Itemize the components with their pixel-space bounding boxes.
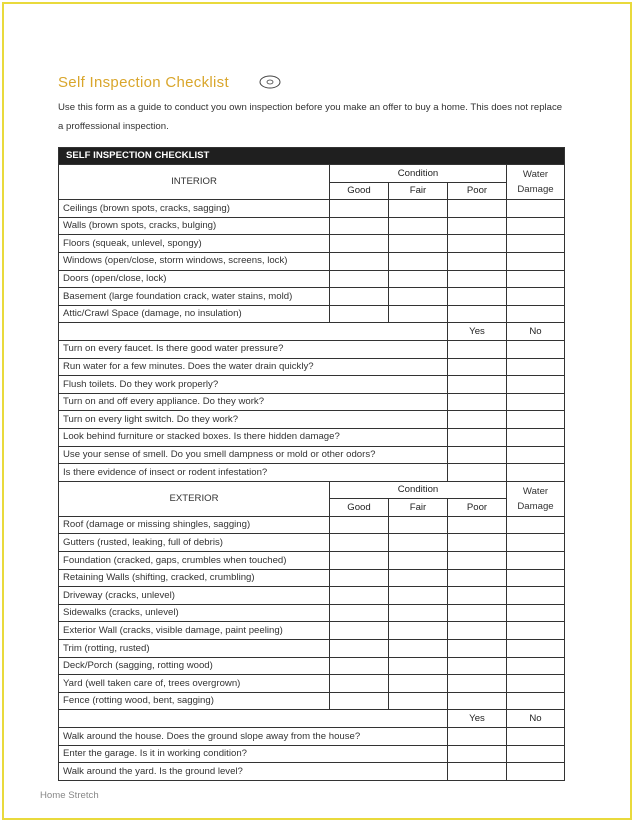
interior-question-label: Look behind furniture or stacked boxes. Is there hidden damage? bbox=[59, 428, 448, 446]
exterior-item-label: Fence (rotting wood, bent, sagging) bbox=[59, 692, 330, 710]
good-header: Good bbox=[330, 182, 389, 200]
fair-checkbox-cell[interactable] bbox=[389, 235, 448, 253]
good-checkbox-cell[interactable] bbox=[330, 587, 389, 605]
yes-checkbox-cell[interactable] bbox=[448, 376, 507, 394]
intro-text: Use this form as a guide to conduct you own inspection before you make an offer to buy a home. This does not replace a proffessional inspection. bbox=[58, 102, 563, 132]
exterior-item-label: Driveway (cracks, unlevel) bbox=[59, 587, 330, 605]
exterior-item-label: Trim (rotting, rusted) bbox=[59, 640, 330, 658]
condition-header: Condition bbox=[330, 481, 507, 499]
exterior-item-label: Foundation (cracked, gaps, crumbles when touched) bbox=[59, 552, 330, 570]
yes-checkbox-cell[interactable] bbox=[448, 340, 507, 358]
good-checkbox-cell[interactable] bbox=[330, 200, 389, 218]
table-row bbox=[59, 446, 565, 464]
table-row bbox=[59, 235, 565, 253]
water-damage-checkbox-cell[interactable] bbox=[507, 252, 565, 270]
fair-checkbox-cell[interactable] bbox=[389, 692, 448, 710]
yes-checkbox-cell[interactable] bbox=[448, 428, 507, 446]
good-checkbox-cell[interactable] bbox=[330, 217, 389, 235]
no-checkbox-cell[interactable] bbox=[507, 393, 565, 411]
poor-checkbox-cell[interactable] bbox=[448, 692, 507, 710]
water-label: Water bbox=[522, 485, 549, 497]
water-damage-checkbox-cell[interactable] bbox=[507, 587, 565, 605]
interior-question-label: Flush toilets. Do they work properly? bbox=[59, 376, 448, 394]
fair-checkbox-cell[interactable] bbox=[389, 252, 448, 270]
water-damage-checkbox-cell[interactable] bbox=[507, 569, 565, 587]
water-damage-checkbox-cell[interactable] bbox=[507, 235, 565, 253]
fair-checkbox-cell[interactable] bbox=[389, 288, 448, 306]
fair-checkbox-cell[interactable] bbox=[389, 552, 448, 570]
fair-checkbox-cell[interactable] bbox=[389, 200, 448, 218]
disc-icon bbox=[259, 75, 281, 89]
yes-checkbox-cell[interactable] bbox=[448, 763, 507, 781]
poor-checkbox-cell[interactable] bbox=[448, 552, 507, 570]
table-row bbox=[59, 464, 565, 482]
page-title: Self Inspection Checklist bbox=[58, 74, 229, 91]
no-checkbox-cell[interactable] bbox=[507, 728, 565, 746]
fair-checkbox-cell[interactable] bbox=[389, 217, 448, 235]
yes-checkbox-cell[interactable] bbox=[448, 446, 507, 464]
table-row bbox=[59, 270, 565, 288]
yes-no-header-row bbox=[59, 323, 565, 341]
table-banner: SELF INSPECTION CHECKLIST bbox=[59, 148, 565, 165]
exterior-question-label: Walk around the yard. Is the ground level? bbox=[59, 763, 448, 781]
table-row bbox=[59, 393, 565, 411]
good-checkbox-cell[interactable] bbox=[330, 552, 389, 570]
table-row bbox=[59, 728, 565, 746]
interior-question-label: Turn on every faucet. Is there good water pressure? bbox=[59, 340, 448, 358]
exterior-item-label: Roof (damage or missing shingles, sagging) bbox=[59, 516, 330, 534]
fair-checkbox-cell[interactable] bbox=[389, 675, 448, 693]
table-row bbox=[59, 252, 565, 270]
water-damage-checkbox-cell[interactable] bbox=[507, 640, 565, 658]
inspection-table bbox=[58, 147, 565, 781]
table-row bbox=[59, 200, 565, 218]
poor-checkbox-cell[interactable] bbox=[448, 534, 507, 552]
table-row bbox=[59, 675, 565, 693]
water-damage-checkbox-cell[interactable] bbox=[507, 217, 565, 235]
interior-header-row bbox=[59, 165, 565, 183]
good-checkbox-cell[interactable] bbox=[330, 692, 389, 710]
fair-checkbox-cell[interactable] bbox=[389, 305, 448, 323]
water-damage-header bbox=[507, 165, 565, 200]
table-row bbox=[59, 534, 565, 552]
no-header: No bbox=[507, 710, 565, 728]
no-checkbox-cell[interactable] bbox=[507, 340, 565, 358]
fair-checkbox-cell[interactable] bbox=[389, 640, 448, 658]
poor-checkbox-cell[interactable] bbox=[448, 675, 507, 693]
fair-checkbox-cell[interactable] bbox=[389, 622, 448, 640]
water-damage-checkbox-cell[interactable] bbox=[507, 534, 565, 552]
interior-question-label: Is there evidence of insect or rodent infestation? bbox=[59, 464, 448, 482]
exterior-question-label: Walk around the house. Does the ground slope away from the house? bbox=[59, 728, 448, 746]
poor-checkbox-cell[interactable] bbox=[448, 604, 507, 622]
poor-checkbox-cell[interactable] bbox=[448, 252, 507, 270]
table-row bbox=[59, 745, 565, 763]
water-damage-checkbox-cell[interactable] bbox=[507, 692, 565, 710]
table-row bbox=[59, 692, 565, 710]
yes-checkbox-cell[interactable] bbox=[448, 393, 507, 411]
exterior-item-label: Deck/Porch (sagging, rotting wood) bbox=[59, 657, 330, 675]
blank-header-cell bbox=[59, 323, 448, 341]
good-checkbox-cell[interactable] bbox=[330, 657, 389, 675]
poor-checkbox-cell[interactable] bbox=[448, 622, 507, 640]
no-checkbox-cell[interactable] bbox=[507, 446, 565, 464]
fair-checkbox-cell[interactable] bbox=[389, 657, 448, 675]
yes-checkbox-cell[interactable] bbox=[448, 728, 507, 746]
water-damage-checkbox-cell[interactable] bbox=[507, 516, 565, 534]
fair-checkbox-cell[interactable] bbox=[389, 587, 448, 605]
water-damage-checkbox-cell[interactable] bbox=[507, 288, 565, 306]
table-row bbox=[59, 217, 565, 235]
damage-label: Damage bbox=[517, 500, 554, 512]
good-checkbox-cell[interactable] bbox=[330, 569, 389, 587]
poor-checkbox-cell[interactable] bbox=[448, 270, 507, 288]
no-checkbox-cell[interactable] bbox=[507, 428, 565, 446]
water-damage-checkbox-cell[interactable] bbox=[507, 552, 565, 570]
fair-checkbox-cell[interactable] bbox=[389, 534, 448, 552]
good-checkbox-cell[interactable] bbox=[330, 640, 389, 658]
poor-checkbox-cell[interactable] bbox=[448, 569, 507, 587]
interior-item-label: Walls (brown spots, cracks, bulging) bbox=[59, 217, 330, 235]
no-checkbox-cell[interactable] bbox=[507, 464, 565, 482]
water-damage-checkbox-cell[interactable] bbox=[507, 657, 565, 675]
exterior-item-label: Gutters (rusted, leaking, full of debris) bbox=[59, 534, 330, 552]
fair-checkbox-cell[interactable] bbox=[389, 604, 448, 622]
exterior-section-label: EXTERIOR bbox=[59, 481, 330, 516]
yes-checkbox-cell[interactable] bbox=[448, 411, 507, 429]
good-checkbox-cell[interactable] bbox=[330, 305, 389, 323]
blank-header-cell bbox=[59, 710, 448, 728]
table-row bbox=[59, 657, 565, 675]
interior-item-label: Windows (open/close, storm windows, screens, lock) bbox=[59, 252, 330, 270]
poor-checkbox-cell[interactable] bbox=[448, 288, 507, 306]
table-row bbox=[59, 587, 565, 605]
good-checkbox-cell[interactable] bbox=[330, 604, 389, 622]
interior-section-label: INTERIOR bbox=[59, 165, 330, 200]
table-row bbox=[59, 358, 565, 376]
no-checkbox-cell[interactable] bbox=[507, 376, 565, 394]
yes-header: Yes bbox=[448, 323, 507, 341]
table-row bbox=[59, 376, 565, 394]
interior-item-label: Doors (open/close, lock) bbox=[59, 270, 330, 288]
table-row bbox=[59, 640, 565, 658]
yes-checkbox-cell[interactable] bbox=[448, 464, 507, 482]
table-row bbox=[59, 340, 565, 358]
water-damage-checkbox-cell[interactable] bbox=[507, 675, 565, 693]
interior-question-label: Turn on every light switch. Do they work? bbox=[59, 411, 448, 429]
good-header: Good bbox=[330, 499, 389, 517]
water-damage-header bbox=[507, 481, 565, 516]
poor-checkbox-cell[interactable] bbox=[448, 640, 507, 658]
no-header: No bbox=[507, 323, 565, 341]
water-damage-checkbox-cell[interactable] bbox=[507, 604, 565, 622]
interior-item-label: Floors (squeak, unlevel, spongy) bbox=[59, 235, 330, 253]
fair-header: Fair bbox=[389, 499, 448, 517]
interior-item-label: Basement (large foundation crack, water stains, mold) bbox=[59, 288, 330, 306]
interior-question-label: Use your sense of smell. Do you smell dampness or mold or other odors? bbox=[59, 446, 448, 464]
table-row bbox=[59, 411, 565, 429]
checklist-page bbox=[2, 2, 632, 820]
good-checkbox-cell[interactable] bbox=[330, 675, 389, 693]
no-checkbox-cell[interactable] bbox=[507, 745, 565, 763]
interior-item-label: Attic/Crawl Space (damage, no insulation) bbox=[59, 305, 330, 323]
table-row bbox=[59, 569, 565, 587]
exterior-item-label: Exterior Wall (cracks, visible damage, paint peeling) bbox=[59, 622, 330, 640]
yes-checkbox-cell[interactable] bbox=[448, 358, 507, 376]
table-row bbox=[59, 604, 565, 622]
table-row bbox=[59, 428, 565, 446]
table-row bbox=[59, 552, 565, 570]
no-checkbox-cell[interactable] bbox=[507, 358, 565, 376]
water-damage-checkbox-cell[interactable] bbox=[507, 270, 565, 288]
yes-no-header-row bbox=[59, 710, 565, 728]
table-row bbox=[59, 305, 565, 323]
poor-checkbox-cell[interactable] bbox=[448, 200, 507, 218]
condition-header: Condition bbox=[330, 165, 507, 183]
fair-header: Fair bbox=[389, 182, 448, 200]
interior-question-label: Run water for a few minutes. Does the water drain quickly? bbox=[59, 358, 448, 376]
good-checkbox-cell[interactable] bbox=[330, 516, 389, 534]
poor-header: Poor bbox=[448, 182, 507, 200]
table-row bbox=[59, 516, 565, 534]
water-label: Water bbox=[522, 169, 549, 181]
damage-label: Damage bbox=[517, 184, 554, 196]
yes-checkbox-cell[interactable] bbox=[448, 745, 507, 763]
fair-checkbox-cell[interactable] bbox=[389, 516, 448, 534]
footer-brand: Home Stretch bbox=[40, 790, 99, 801]
table-row bbox=[59, 288, 565, 306]
interior-question-label: Turn on and off every appliance. Do they work? bbox=[59, 393, 448, 411]
good-checkbox-cell[interactable] bbox=[330, 622, 389, 640]
poor-checkbox-cell[interactable] bbox=[448, 587, 507, 605]
fair-checkbox-cell[interactable] bbox=[389, 569, 448, 587]
water-damage-checkbox-cell[interactable] bbox=[507, 622, 565, 640]
poor-checkbox-cell[interactable] bbox=[448, 305, 507, 323]
good-checkbox-cell[interactable] bbox=[330, 288, 389, 306]
exterior-item-label: Sidewalks (cracks, unlevel) bbox=[59, 604, 330, 622]
no-checkbox-cell[interactable] bbox=[507, 411, 565, 429]
no-checkbox-cell[interactable] bbox=[507, 763, 565, 781]
interior-item-label: Ceilings (brown spots, cracks, sagging) bbox=[59, 200, 330, 218]
exterior-item-label: Yard (well taken care of, trees overgrown) bbox=[59, 675, 330, 693]
exterior-question-label: Enter the garage. Is it in working condition? bbox=[59, 745, 448, 763]
good-checkbox-cell[interactable] bbox=[330, 270, 389, 288]
table-row bbox=[59, 763, 565, 781]
fair-checkbox-cell[interactable] bbox=[389, 270, 448, 288]
water-damage-checkbox-cell[interactable] bbox=[507, 200, 565, 218]
poor-checkbox-cell[interactable] bbox=[448, 657, 507, 675]
good-checkbox-cell[interactable] bbox=[330, 235, 389, 253]
exterior-item-label: Retaining Walls (shifting, cracked, crumbling) bbox=[59, 569, 330, 587]
good-checkbox-cell[interactable] bbox=[330, 534, 389, 552]
banner-row bbox=[59, 148, 565, 165]
poor-checkbox-cell[interactable] bbox=[448, 516, 507, 534]
poor-checkbox-cell[interactable] bbox=[448, 217, 507, 235]
poor-checkbox-cell[interactable] bbox=[448, 235, 507, 253]
good-checkbox-cell[interactable] bbox=[330, 252, 389, 270]
water-damage-checkbox-cell[interactable] bbox=[507, 305, 565, 323]
poor-header: Poor bbox=[448, 499, 507, 517]
exterior-header-row bbox=[59, 481, 565, 499]
yes-header: Yes bbox=[448, 710, 507, 728]
table-row bbox=[59, 622, 565, 640]
